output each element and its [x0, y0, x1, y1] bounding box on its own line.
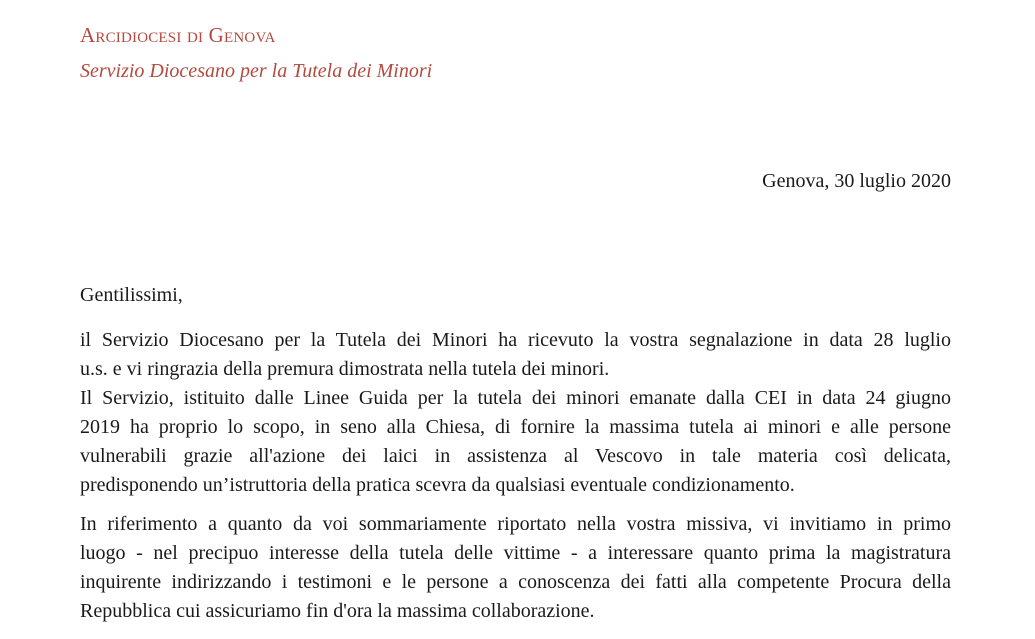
paragraph-line: luogo - nel precipuo interesse della tutela delle vittime - a interessare quanto prima la magistratura: [80, 542, 951, 564]
paragraph-line: vulnerabili grazie all'azione dei laici in assistenza al Vescovo in tale materia così delicata,: [80, 445, 951, 467]
paragraph-line: 2019 ha proprio lo scopo, in seno alla Chiesa, di fornire la massima tutela ai minori e alle persone: [80, 416, 951, 438]
paragraph-line: predisponendo un’istruttoria della pratica scevra da qualsiasi eventuale condizionamento.: [80, 474, 795, 496]
paragraph-1: [80, 326, 951, 500]
paragraph-2: [80, 510, 951, 626]
paragraph-line: u.s. e vi ringrazia della premura dimostrata nella tutela dei minori.: [80, 358, 610, 380]
paragraph-line: Il Servizio, istituito dalle Linee Guida per la tutela dei minori emanate dalla CEI in data 24 giugno: [80, 387, 951, 409]
date-line: Genova, 30 luglio 2020: [762, 170, 951, 192]
letterhead-service: Servizio Diocesano per la Tutela dei Minori: [80, 60, 433, 82]
paragraph-line: il Servizio Diocesano per la Tutela dei Minori ha ricevuto la vostra segnalazione in data 28 luglio: [80, 329, 951, 351]
paragraph-line: inquirente indirizzando i testimoni e le persone a conoscenza dei fatti alla competente Procura della: [80, 571, 951, 593]
salutation: Gentilissimi,: [80, 284, 183, 306]
paragraph-line: Repubblica cui assicuriamo fin d'ora la massima collaborazione.: [80, 600, 595, 622]
paragraph-line: In riferimento a quanto da voi sommariamente riportato nella vostra missiva, vi invitiamo in primo: [80, 513, 951, 535]
letterhead-organization: Arcidiocesi di Genova: [80, 23, 276, 47]
